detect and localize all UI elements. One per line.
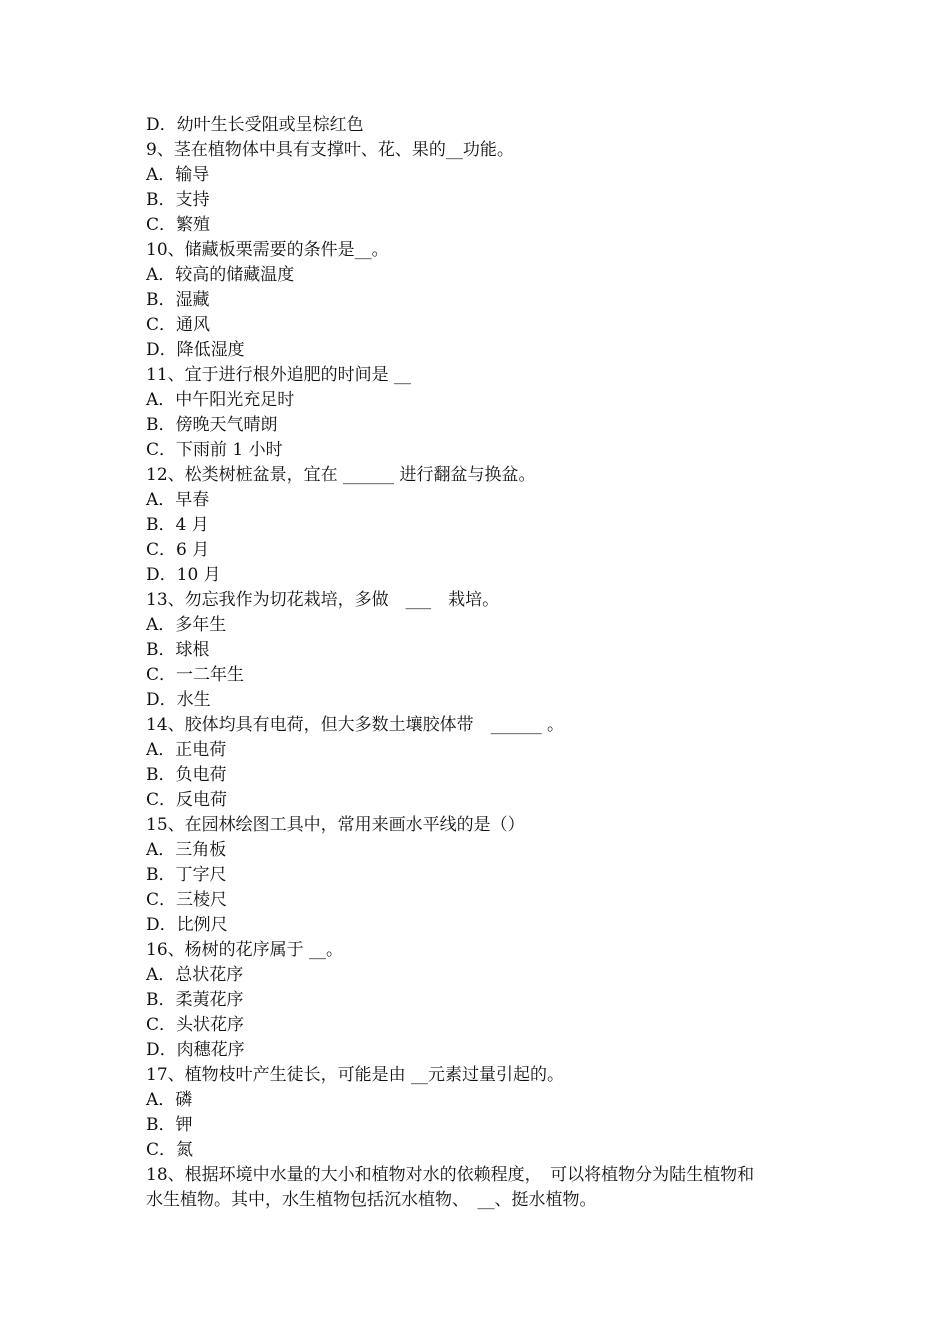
- question-line-continued: 水生植物。其中，水生植物包括沉水植物、 __、挺水植物。: [146, 1190, 597, 1210]
- option-line: A．输导: [146, 165, 210, 185]
- question-line: 17、植物枝叶产生徒长，可能是由 __元素过量引起的。: [146, 1065, 565, 1085]
- option-line: B．柔荑花序: [146, 990, 244, 1010]
- option-line: C．反电荷: [146, 790, 228, 810]
- question-line: 9、茎在植物体中具有支撑叶、花、果的__功能。: [146, 140, 514, 160]
- option-line: B．负电荷: [146, 765, 227, 785]
- option-line: B．丁字尺: [146, 865, 227, 885]
- option-line: A．总状花序: [146, 965, 244, 985]
- question-line: 12、松类树桩盆景，宜在 ______ 进行翻盆与换盆。: [146, 465, 536, 485]
- option-line: C．氮: [146, 1140, 194, 1160]
- question-line: 18、根据环境中水量的大小和植物对水的依赖程度， 可以将植物分为陆生植物和: [146, 1165, 755, 1185]
- option-line: C．头状花序: [146, 1015, 245, 1035]
- option-line: B．支持: [146, 190, 210, 210]
- option-line: B．傍晚天气晴朗: [146, 415, 278, 435]
- option-line: D．幼叶生长受阻或呈棕红色: [146, 115, 364, 135]
- option-line: B．湿藏: [146, 290, 210, 310]
- question-line: 15、在园林绘图工具中，常用来画水平线的是（）: [146, 815, 525, 835]
- option-line: A．中午阳光充足时: [146, 390, 295, 410]
- option-line: A．正电荷: [146, 740, 227, 760]
- option-line: B．球根: [146, 640, 210, 660]
- option-line: A．多年生: [146, 615, 227, 635]
- question-line: 16、杨树的花序属于 __。: [146, 940, 344, 960]
- option-line: A．三角板: [146, 840, 227, 860]
- option-line: D．比例尺: [146, 915, 228, 935]
- question-line: 11、宜于进行根外追肥的时间是 __: [146, 365, 412, 385]
- question-line: 13、勿忘我作为切花栽培，多做 ___ 栽培。: [146, 590, 500, 610]
- option-line: D．10 月: [146, 565, 221, 585]
- option-line: A．早春: [146, 490, 210, 510]
- question-list: [146, 113, 826, 1213]
- option-line: D．降低湿度: [146, 340, 245, 360]
- option-line: C．6 月: [146, 540, 210, 560]
- option-line: C．三棱尺: [146, 890, 228, 910]
- option-line: A．较高的储藏温度: [146, 265, 295, 285]
- question-line: 14、胶体均具有电荷，但大多数土壤胶体带 ______ 。: [146, 715, 565, 735]
- option-line: C．下雨前 1 小时: [146, 440, 283, 460]
- option-line: D．肉穗花序: [146, 1040, 245, 1060]
- option-line: C．通风: [146, 315, 211, 335]
- option-line: D．水生: [146, 690, 211, 710]
- option-line: B．钾: [146, 1115, 193, 1135]
- option-line: C．一二年生: [146, 665, 245, 685]
- option-line: C．繁殖: [146, 215, 211, 235]
- question-line: 10、储藏板栗需要的条件是__。: [146, 240, 389, 260]
- option-line: A．磷: [146, 1090, 193, 1110]
- option-line: B．4 月: [146, 515, 209, 535]
